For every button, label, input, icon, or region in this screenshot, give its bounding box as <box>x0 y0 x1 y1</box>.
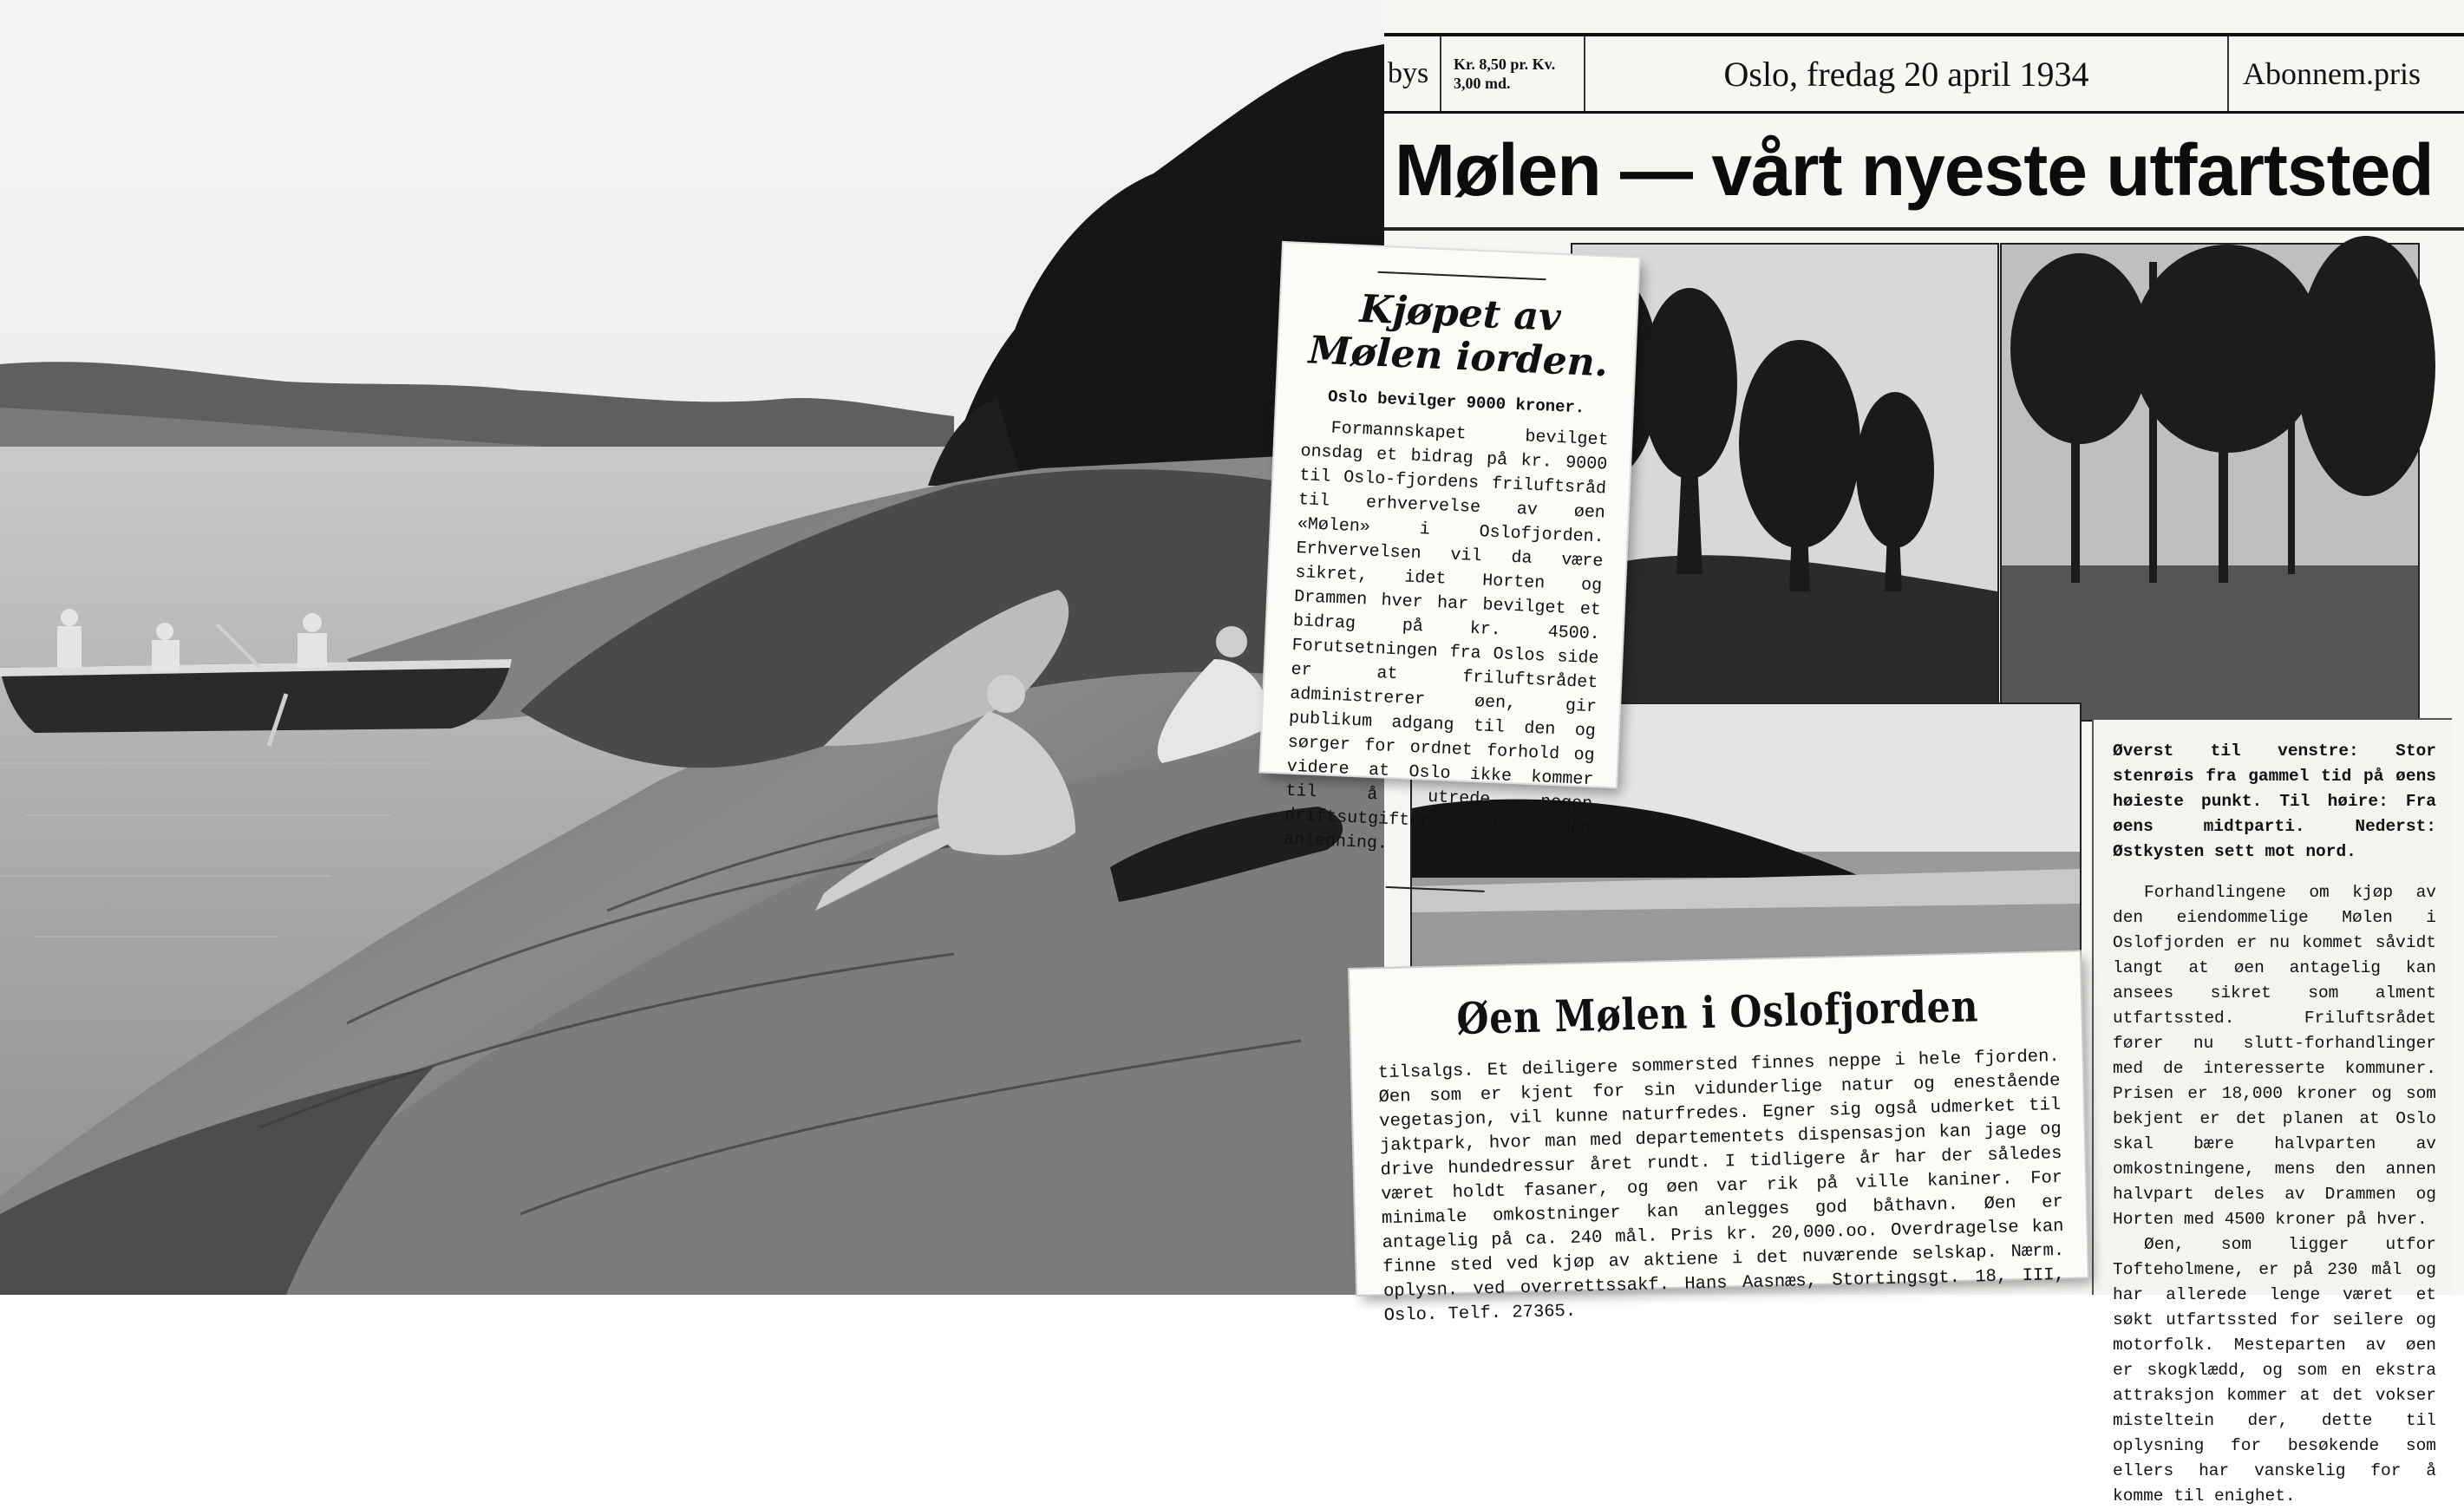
clipping-sale-ad <box>1350 951 2088 1327</box>
clipping-sale-ad-title: Øen Mølen i Oslofjorden <box>1455 980 1979 1044</box>
clipping-sale-ad-body: tilsalgs. Et deiligere sommersted finnes neppe i hele fjorden. Øen som er kjent for sin vidunderlige natur og enestående vegetasjon, vil kunne naturfredes. Egner sig også udmerket til jaktpark, hvor man med departementets dispensasjon kan jage og drive hundedressur året rundt. I tidligere år har der således været holdt fasaner, og øen var rik på ville kaniner. For minimale omkostninger kan anlegges god båthavn. Øen er antagelig på ca. 240 mål. Pris kr. 20,000.oo. Overdragelse kan finne sted ved kjøp av aktiene i det nuværende selskap. Nærm. oplysn. ved overrettssakf. Hans Aasnæs, Stortingsgt. 18, III, Oslo. Telf. 27365. <box>1377 1047 2066 1327</box>
headline: Mølen — vårt nyeste utfartsted <box>1395 129 2434 211</box>
price-line-2: 3,00 md. <box>1454 75 1511 92</box>
clipping-kjopet-body: Formannskapet bevilget onsdag et bidrag på kr. 9000 til Oslo-fjordens friluftsråd til erhvervelse av øen «Mølen» i Oslofjorden. Erhvervelsen vil da være sikret, idet Horten og Drammen hver har bevilget et bidrag på kr. 4500. Forutsetningen fra Oslos side er at friluftsrådet administrerer øen, gir publikum adgang til den og sørger for ordnet forhold og videre at Oslo ikke kommer til å utrede nogen driftsutgifter i den anledning. <box>1283 418 1609 854</box>
article-paragraph-1: Forhandlingene om kjøp av den eiendommelige Mølen i Oslofjorden er nu kommet såvidt langt at øen antagelig kan ansees sikret som alment utfartssted. Friluftsrådet fører nu slutt-forhandlinger med de interesserte kommuner. Prisen er 18,000 kroner og som bekjent er det planen at Oslo skal bære halvparten av omkostningene, mens den annen halvpart deles av Drammen og Horten med 4500 kroner på hver. <box>2113 883 2436 1229</box>
article-paragraph-2: Øen, som ligger utfor Tofteholmene, er på 230 mål og har allerede lenge været et søkt utfartssted for seilere og motorfolk. Mesteparten av øen er skogklædd, og som en ekstra attraksjon kommer at det vokser misteltein der, dette til oplysning for besøkende som ellers har vanskelig for å komme til enighet. <box>2113 1235 2436 1506</box>
clipping-kjopet-subtitle: Oslo bevilger 9000 kroner. <box>1327 387 1585 418</box>
masthead-price <box>1441 36 1585 111</box>
masthead <box>1384 33 2464 114</box>
photo-top-right-forest <box>2000 243 2420 722</box>
clipping-kjopet-title: Kjøpet av Mølen iorden. <box>1307 286 1610 386</box>
coast-photograph <box>0 0 1388 1295</box>
price-line-1: Kr. 8,50 pr. Kv. <box>1454 56 1556 73</box>
clipping-rule-top <box>1378 271 1546 280</box>
article-column <box>2092 718 2452 1506</box>
masthead-left-fragment: bys <box>1384 36 1441 111</box>
headline-rule <box>1384 227 2464 231</box>
masthead-date: Oslo, fredag 20 april 1934 <box>1585 36 2229 111</box>
photo-caption: Øverst til venstre: Stor stenrøis fra gammel tid på øens høieste punkt. Til høire: Fra øens midtparti. Nederst: Østkysten sett mot nord. <box>2113 741 2436 861</box>
clipping-kjopet <box>1260 243 1638 854</box>
masthead-right-fragment: Abonnem.pris <box>2243 56 2421 91</box>
